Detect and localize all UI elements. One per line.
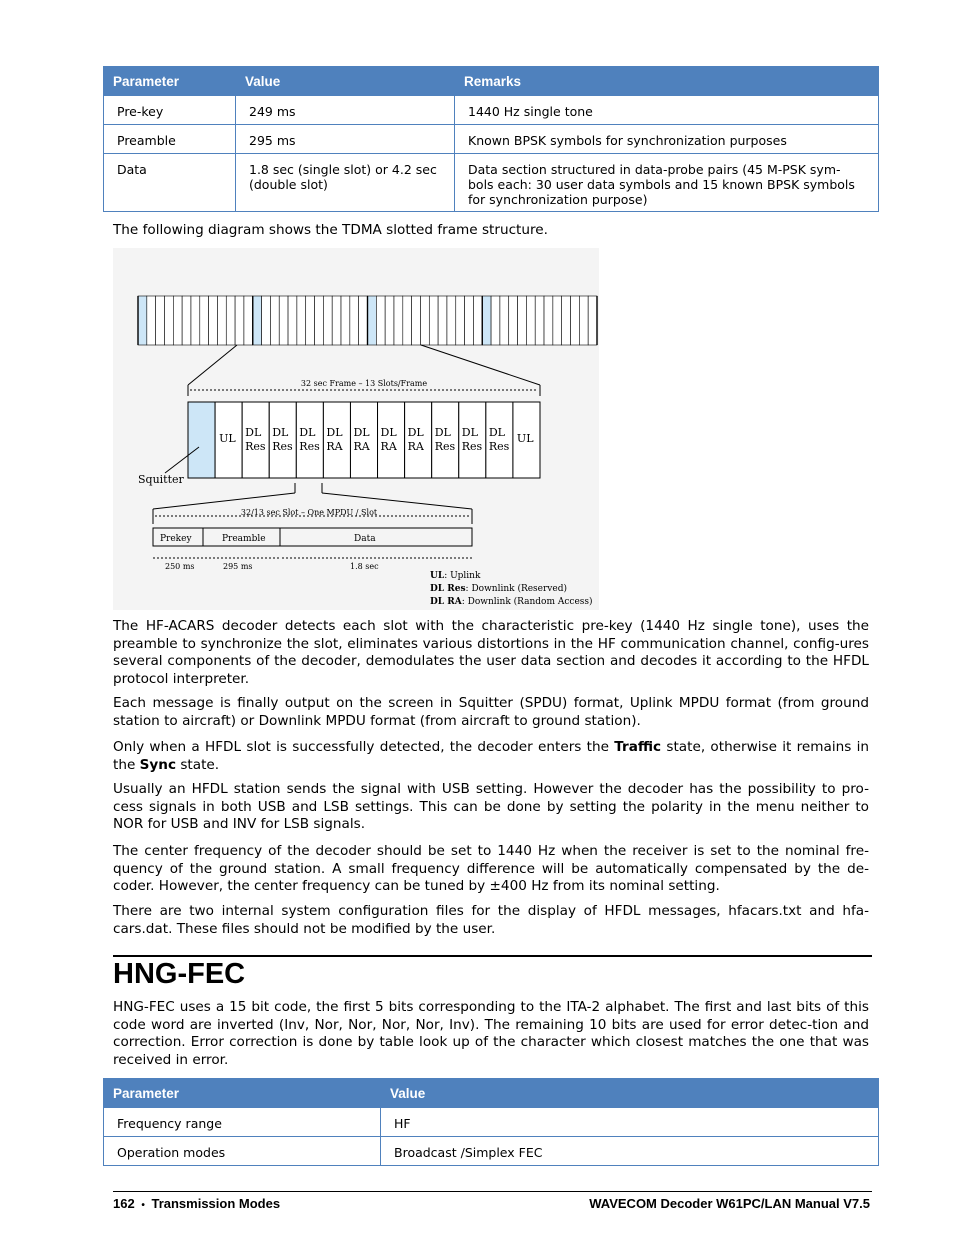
frame-strip-slot: [244, 296, 253, 345]
frame-strip-slot: [217, 296, 226, 345]
slot-cell: [378, 402, 405, 478]
frame-strip-slot: [588, 296, 597, 345]
frame-strip-slot: [323, 296, 332, 345]
section-body: HNG-FEC uses a 15 bit code, the first 5 bits corresponding to the ITA-2 alphabet. The first and last bits of this code word are inverted (Inv, Nor, Nor, Nor, Nor, Inv). The remaining 10 bits are used for error detec-tion and correction. Error correction is done by table look up of the character which closest matches the one that was received in error.: [113, 999, 869, 1068]
segment-data: Data: [354, 534, 376, 544]
frame-strip-slot: [200, 296, 209, 345]
slot-label: DL: [353, 426, 370, 439]
slot-label: DL: [380, 426, 397, 439]
frame-strip-slot: [403, 296, 412, 345]
frame-strip-slot: [156, 296, 165, 345]
table-header-cell: Value: [381, 1079, 879, 1108]
frame-strip-slot: [209, 296, 218, 345]
parameter-table-hngfec: [103, 1078, 879, 1166]
slot-cell: [188, 402, 215, 478]
slot-label: DL: [299, 426, 316, 439]
table-cell: 249 ms: [236, 96, 455, 125]
frame-strip-slot: [518, 296, 527, 345]
frame-strip-slot: [226, 296, 235, 345]
table-header-row: [104, 1079, 879, 1108]
legend-item: DL Res: Downlink (Reserved): [430, 584, 567, 594]
paragraph-states: Only when a HFDL slot is successfully detected, the decoder enters the Traffic state, otherwise it remains in the Sync state.: [113, 739, 869, 773]
legend-item: DL RA: Downlink (Random Access): [430, 597, 593, 607]
frame-strip-slot: [279, 296, 288, 345]
frame-strip-slot: [394, 296, 403, 345]
slot-cell: [486, 402, 513, 478]
slot-cell: [350, 402, 377, 478]
frame-strip-slot: [173, 296, 182, 345]
slot-label: Res: [272, 440, 293, 453]
slot-label: DL: [326, 426, 343, 439]
slot-label: DL: [434, 426, 451, 439]
footer-rule: [113, 1191, 872, 1192]
table-header-cell: Parameter: [104, 1079, 381, 1108]
footer-bullet: •: [141, 1200, 145, 1211]
frame-strip-slot: [429, 296, 438, 345]
duration-preamble: 295 ms: [223, 562, 253, 571]
footer-manual-title: WAVECOM Decoder W61PC/LAN Manual V7.5: [589, 1196, 870, 1211]
frame-strip-slot: [315, 296, 324, 345]
slot-cell: [513, 402, 540, 478]
squitter-label: Squitter: [138, 473, 184, 486]
slot-label: Res: [245, 440, 266, 453]
slot-label: 32/13 sec Slot – One MPDU / Slot: [240, 508, 378, 517]
segment-prekey: Prekey: [160, 534, 192, 544]
frame-strip-slot: [262, 296, 271, 345]
parameter-table-hfacars: [103, 66, 879, 212]
frame-sequence-strip: [138, 296, 597, 345]
frame-strip-slot: [270, 296, 279, 345]
slot-cell: [459, 402, 486, 478]
paragraph-polarity: Usually an HFDL station sends the signal with USB setting. However the decoder has the possibility to pro-cess signals in both USB and LSB settings. This can be done by setting the polarity in the menu neither to NOR for USB and INV for LSB signals.: [113, 781, 869, 832]
table-cell: Known BPSK symbols for synchronization purposes: [455, 125, 879, 154]
frame-strip-slot: [350, 296, 359, 345]
slot-cell: [269, 402, 296, 478]
frame-strip-slot: [368, 296, 377, 345]
frame-slots: [188, 402, 540, 478]
slot-label: RA: [326, 440, 343, 453]
frame-strip-slot: [341, 296, 350, 345]
table-cell: Pre-key: [104, 96, 236, 125]
slot-label: DL: [461, 426, 478, 439]
frame-strip-slot: [491, 296, 500, 345]
table-row: [104, 1137, 879, 1166]
slot-label: UL: [219, 432, 236, 445]
table-cell: Data section structured in data-probe pairs (45 M-PSK sym-bols each: 30 user data symbols and 15 known BPSK symbols for synchronization purpose): [455, 154, 879, 212]
frame-strip-slot: [191, 296, 200, 345]
frame-strip-slot: [465, 296, 474, 345]
frame-strip-slot: [297, 296, 306, 345]
table-header-cell: Value: [236, 67, 455, 96]
frame-strip-slot: [138, 296, 147, 345]
slot-cell: [323, 402, 350, 478]
frame-strip-slot: [288, 296, 297, 345]
table-header-cell: Parameter: [104, 67, 236, 96]
frame-strip-slot: [412, 296, 421, 345]
paragraph-output-format: Each message is finally output on the screen in Squitter (SPDU) format, Uplink MPDU format (from ground station to aircraft) or Downlink MPDU format (from aircraft to ground station).: [113, 695, 869, 729]
frame-strip-slot: [359, 296, 368, 345]
slot-label: DL: [245, 426, 262, 439]
frame-strip-slot: [562, 296, 571, 345]
frame-strip-slot: [235, 296, 244, 345]
frame-strip-slot: [253, 296, 262, 345]
frame-label: 32 sec Frame – 13 Slots/Frame: [300, 379, 428, 388]
frame-strip-slot: [526, 296, 535, 345]
frame-strip-slot: [509, 296, 518, 345]
frame-strip-slot: [447, 296, 456, 345]
page-number: 162: [113, 1196, 135, 1211]
slot-label: RA: [353, 440, 370, 453]
paragraph-detection: The HF-ACARS decoder detects each slot with the characteristic pre-key (1440 Hz single tone), uses the preamble to synchronize the slot, eliminates various distortions in the HF communication channel, config-ures several components of the decoder, demodulates the user data section and decodes it according to the HFDL protocol interpreter.: [113, 618, 869, 687]
frame-strip-slot: [473, 296, 482, 345]
segment-preamble: Preamble: [222, 534, 266, 544]
slot-label: UL: [516, 432, 534, 445]
frame-strip-slot: [420, 296, 429, 345]
table-cell: Data: [104, 154, 236, 212]
paragraph-config-files: There are two internal system configuration files for the display of HFDL messages, hfacars.txt and hfa-cars.dat. These files should not be modified by the user.: [113, 903, 869, 937]
table-cell: Operation modes: [104, 1137, 381, 1166]
frame-strip-slot: [385, 296, 394, 345]
slot-box: [188, 402, 215, 478]
frame-strip-slot: [164, 296, 173, 345]
frame-strip-slot: [579, 296, 588, 345]
frame-strip-slot: [438, 296, 447, 345]
table-row: [104, 1108, 879, 1137]
table-cell: Frequency range: [104, 1108, 381, 1137]
frame-strip-slot: [482, 296, 491, 345]
slot-label: RA: [380, 440, 397, 453]
slot-label: RA: [407, 440, 424, 453]
slot-label: DL: [407, 426, 424, 439]
frame-strip-slot: [182, 296, 191, 345]
frame-strip-slot: [571, 296, 580, 345]
slot-cell: [405, 402, 432, 478]
table-header-row: [104, 67, 879, 96]
tdma-frame-diagram: [113, 248, 599, 610]
footer-section: Transmission Modes: [151, 1196, 281, 1211]
table-row: [104, 96, 879, 125]
frame-strip-slot: [553, 296, 562, 345]
table-row: [104, 154, 879, 212]
frame-strip-slot: [332, 296, 341, 345]
paragraph-center-frequency: The center frequency of the decoder should be set to 1440 Hz when the receiver is set to the nominal fre-quency of the ground station. A small frequency difference will be automatically compensated by the de-coder. However, the center frequency can be tuned by ±400 Hz from its nominal setting.: [113, 843, 869, 894]
table-cell: 295 ms: [236, 125, 455, 154]
slot-label: Res: [488, 440, 510, 453]
frame-strip-slot: [147, 296, 156, 345]
slot-label: DL: [488, 426, 505, 439]
frame-strip-slot: [535, 296, 544, 345]
slot-label: DL: [272, 426, 289, 439]
table-row: [104, 125, 879, 154]
table-cell: Preamble: [104, 125, 236, 154]
table-cell: 1440 Hz single tone: [455, 96, 879, 125]
table-header-cell: Remarks: [455, 67, 879, 96]
duration-prekey: 250 ms: [165, 562, 195, 571]
slot-label: Res: [434, 440, 456, 453]
slot-cell: [296, 402, 323, 478]
frame-strip-slot: [544, 296, 553, 345]
footer-left: [113, 1196, 280, 1211]
slot-label: Res: [461, 440, 483, 453]
frame-strip-slot: [376, 296, 385, 345]
legend-item: UL: Uplink: [430, 571, 481, 581]
section-title: HNG-FEC: [113, 958, 246, 990]
table-cell: Broadcast /Simplex FEC: [381, 1137, 879, 1166]
duration-data: 1.8 sec: [350, 562, 379, 571]
slot-cell: [242, 402, 269, 478]
frame-strip-slot: [500, 296, 509, 345]
frame-strip-slot: [456, 296, 465, 345]
section-rule: [113, 955, 872, 957]
slot-cell: [432, 402, 459, 478]
table-cell: HF: [381, 1108, 879, 1137]
slot-cell: [215, 402, 242, 478]
slot-label: Res: [299, 440, 320, 453]
table-cell: 1.8 sec (single slot) or 4.2 sec (double slot): [236, 154, 455, 212]
diagram-intro-text: The following diagram shows the TDMA slotted frame structure.: [113, 222, 548, 238]
frame-strip-slot: [306, 296, 315, 345]
